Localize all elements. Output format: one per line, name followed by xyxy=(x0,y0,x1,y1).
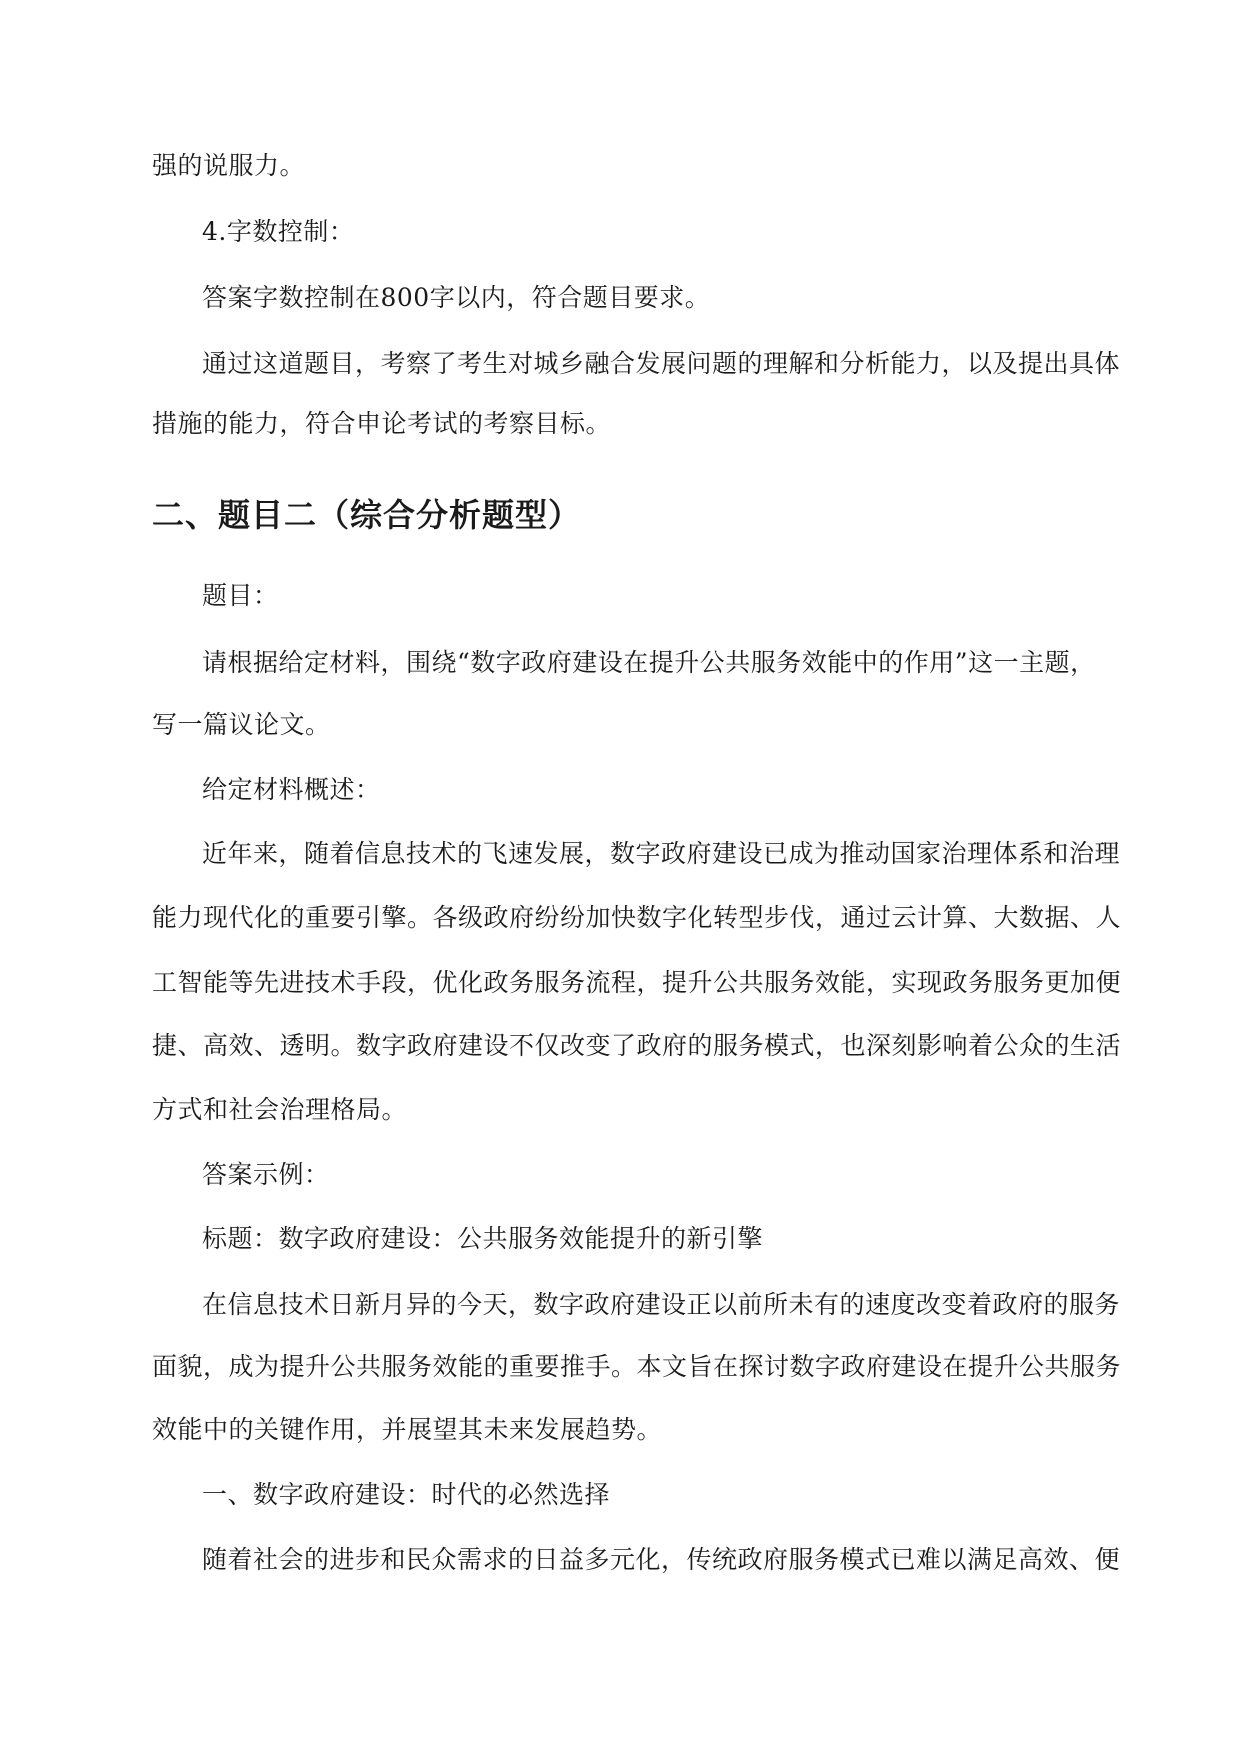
paragraph-line: 能力现代化的重要引擎。各级政府纷纷加快数字化转型步伐，通过云计算、大数据、人 xyxy=(152,903,1122,932)
paragraph-line: 一、数字政府建设：时代的必然选择 xyxy=(202,1480,611,1509)
paragraph-line: 答案示例： xyxy=(202,1160,330,1189)
paragraph-line: 写一篇议论文。 xyxy=(152,710,331,739)
paragraph-line: 捷、高效、透明。数字政府建设不仅改变了政府的服务模式，也深刻影响着公众的生活 xyxy=(152,1031,1122,1060)
paragraph-line: 方式和社会治理格局。 xyxy=(152,1095,408,1124)
paragraph-line: 措施的能力，符合申论考试的考察目标。 xyxy=(152,409,612,438)
paragraph-line: 效能中的关键作用，并展望其未来发展趋势。 xyxy=(152,1415,663,1444)
paragraph-line: 答案字数控制在800字以内，符合题目要求。 xyxy=(202,283,711,312)
paragraph-line: 在信息技术日新月异的今天，数字政府建设正以前所未有的速度改变着政府的服务 xyxy=(202,1290,1121,1319)
paragraph-line: 近年来，随着信息技术的飞速发展，数字政府建设已成为推动国家治理体系和治理 xyxy=(202,839,1121,868)
paragraph-line: 面貌，成为提升公共服务效能的重要推手。本文旨在探讨数字政府建设在提升公共服务 xyxy=(152,1352,1122,1381)
paragraph-line: 请根据给定材料，围绕“数字政府建设在提升公共服务效能中的作用”这一主题， xyxy=(202,648,1096,677)
paragraph-line: 标题：数字政府建设：公共服务效能提升的新引擎 xyxy=(202,1224,764,1253)
paragraph-line: 随着社会的进步和民众需求的日益多元化，传统政府服务模式已难以满足高效、便 xyxy=(202,1545,1121,1574)
section-heading: 二、题目二（综合分析题型） xyxy=(152,496,582,534)
paragraph-line: 工智能等先进技术手段，优化政务服务流程，提升公共服务效能，实现政务服务更加便 xyxy=(152,968,1122,997)
paragraph-line: 给定材料概述： xyxy=(202,775,381,804)
paragraph-line: 4.字数控制： xyxy=(202,217,355,246)
paragraph-line: 通过这道题目，考察了考生对城乡融合发展问题的理解和分析能力，以及提出具体 xyxy=(202,349,1121,378)
paragraph-line: 题目： xyxy=(202,581,279,610)
paragraph-line: 强的说服力。 xyxy=(152,151,306,180)
